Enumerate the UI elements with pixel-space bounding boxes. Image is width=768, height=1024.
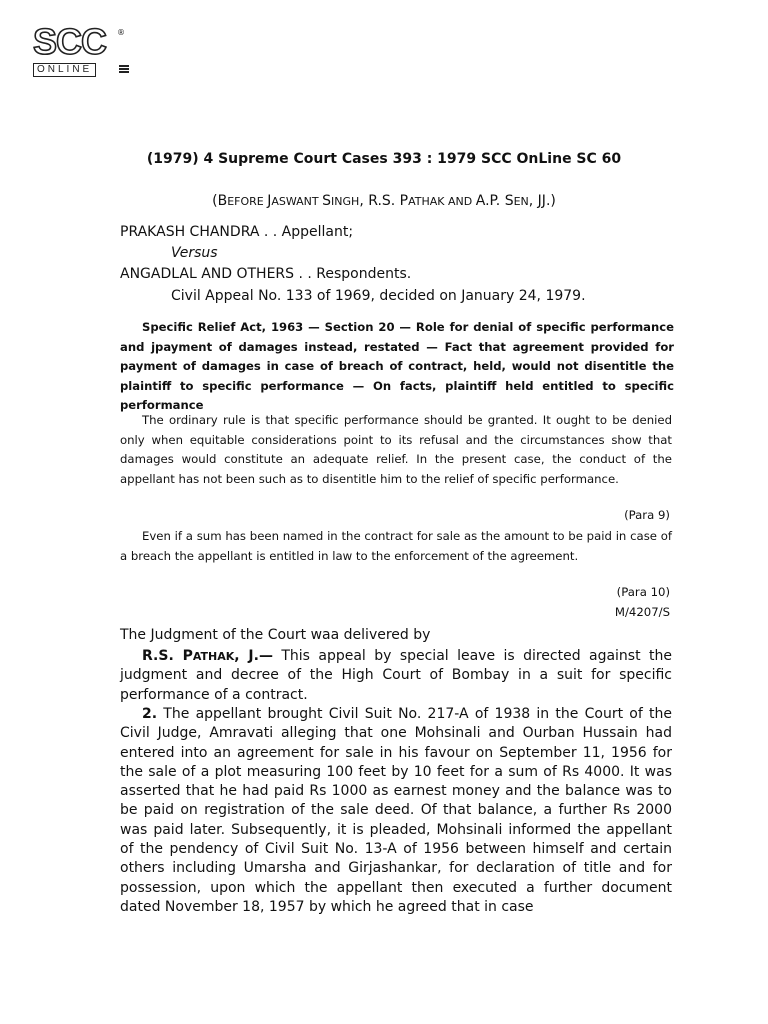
- respondents-line: ANGADLAL AND OTHERS . . Respondents.: [120, 266, 412, 282]
- case-info: Civil Appeal No. 133 of 1969, decided on January 24, 1979.: [171, 288, 586, 304]
- logo-main-text: SCC: [33, 21, 107, 62]
- file-reference: M/4207/S: [614, 605, 670, 619]
- judge-name: R.S. PATHAK, J.—: [142, 648, 273, 664]
- para-reference-1: (Para 9): [624, 508, 670, 522]
- summary-paragraph-1: The ordinary rule is that specific performance should be granted. It ought to be denied only when equitable considerations point to its refusal and the circumstances show that damages would constitute an adequate relief. In the present case, the conduct of the appellant has not been such as to disentitle him to the relief of specific performance.: [120, 413, 672, 486]
- judgment-paragraph-1: R.S. PATHAK, J.— This appeal by special leave is directed against the judgment and decree of the High Court of Bombay in a suit for specific performance of a contract.: [120, 648, 672, 703]
- paragraph-number: 2.: [142, 706, 158, 722]
- logo-sub-text: ONLINE: [33, 63, 96, 77]
- judgment-intro: The Judgment of the Court waa delivered by: [120, 627, 431, 643]
- scc-online-logo: [33, 21, 129, 80]
- registered-mark: ®: [117, 28, 125, 37]
- bench-line: (BEFORE JASWANT SINGH, R.S. PATHAK AND A.P. SEN, JJ.): [212, 193, 556, 209]
- headnote: Specific Relief Act, 1963 — Section 20 — Role for denial of specific performance and jpayment of damages instead, restated — Fact that agreement provided for payment of damages in case of breach of contract, held, would not disentitle the plaintiff to specific performance — On facts, plaintiff held entitled to specific performance: [120, 320, 674, 412]
- case-citation: (1979) 4 Supreme Court Cases 393 : 1979 SCC OnLine SC 60: [146, 151, 622, 167]
- judgment-paragraph-2: 2. The appellant brought Civil Suit No. 217-A of 1938 in the Court of the Civil Judge, Amravati alleging that one Mohsinali and Ourban Hussain had entered into an agreement for sale in his favour on September 11, 1956 for the sale of a plot measuring 100 feet by 10 feet for a sum of Rs 4000. It was asserted that he had paid Rs 1000 as earnest money and the balance was to be paid on registration of the sale deed. Of that balance, a further Rs 2000 was paid later. Subsequently, it is pleaded, Mohsinali informed the appellant of the pendency of Civil Suit No. 13-A of 1956 between himself and certain others including Umarsha and Girjashankar, for declaration of title and for possession, upon which the appellant then executed a further document dated November 18, 1957 by which he agreed that in case: [120, 706, 672, 915]
- summary-paragraph-2: Even if a sum has been named in the contract for sale as the amount to be paid in case of a breach the appellant is entitled in law to the enforcement of the agreement.: [120, 529, 672, 563]
- versus-label: Versus: [171, 245, 218, 261]
- logo-flag-icon: [119, 65, 129, 74]
- para-reference-2: (Para 10): [616, 585, 670, 599]
- appellant-line: PRAKASH CHANDRA . . Appellant;: [120, 224, 354, 240]
